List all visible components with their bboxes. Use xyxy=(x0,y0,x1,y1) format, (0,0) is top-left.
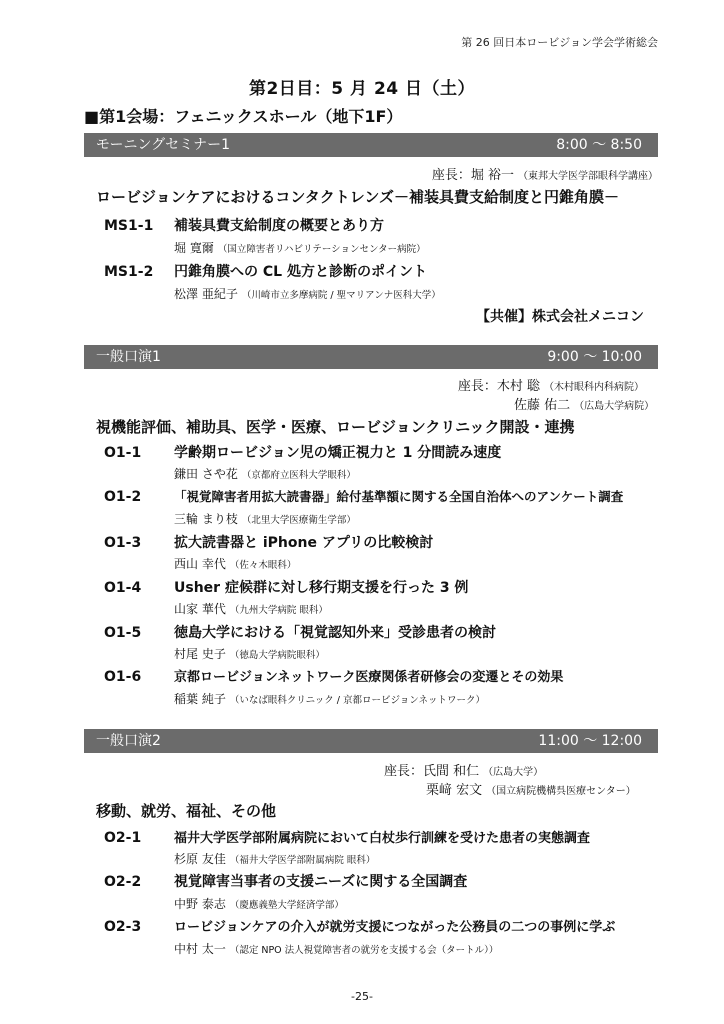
presentation-author xyxy=(174,690,485,707)
running-header: 第 26 回日本ロービジョン学会学術総会 xyxy=(461,36,658,49)
session-time: 8:00 ～ 8:50 xyxy=(556,137,642,153)
presentation-title xyxy=(104,532,433,552)
presentation-author xyxy=(174,895,344,912)
author-affiliation: （認定 NPO 法人視覚障害者の就労を支援する会（タートル）） xyxy=(229,945,499,956)
chair xyxy=(426,779,636,798)
author-name: 堀 寛爾 xyxy=(174,241,214,255)
presentation-title xyxy=(104,827,590,846)
chair-name: 栗﨑 宏文 xyxy=(426,783,483,798)
author-name: 中野 泰志 xyxy=(174,897,226,911)
author-name: 稲葉 純子 xyxy=(174,692,226,706)
presentation-title-text: 福井大学医学部附属病院において白杖歩行訓練を受けた患者の実態調査 xyxy=(174,831,591,846)
chair xyxy=(384,760,543,779)
session-time: 9:00 ～ 10:00 xyxy=(547,349,642,365)
presentation-title-text: ロービジョンケアの介入が就労支援につながった公務員の二つの事例に学ぶ xyxy=(174,920,616,935)
session-theme: 移動、就労、福祉、その他 xyxy=(96,802,277,820)
chair xyxy=(432,164,658,183)
session-theme: ロービジョンケアにおけるコンタクトレンズ－補装具費支給制度と円錐角膜－ xyxy=(96,188,619,206)
presentation-number: MS1-2 xyxy=(104,264,154,280)
presentation-author xyxy=(174,645,325,662)
chair-affiliation: （国立病院機構呉医療センター） xyxy=(486,786,636,797)
presentation-title-text: 拡大読書器と iPhone アプリの比較検討 xyxy=(174,535,434,551)
presentation-author xyxy=(174,850,375,867)
author-name: 村尾 史子 xyxy=(174,647,226,661)
session-theme: 視機能評価、補助具、医学・医療、ロービジョンクリニック開設・連携 xyxy=(96,418,575,436)
session-title: 一般口演1 xyxy=(96,349,161,365)
session-bar-morning-seminar xyxy=(84,133,658,157)
presentation-title xyxy=(104,871,467,891)
author-affiliation: （いなば眼科クリニック / 京都ロービジョンネットワーク） xyxy=(229,695,486,706)
author-affiliation: （佐々木眼科） xyxy=(229,560,297,571)
presentation-title-text: 視覚障害当事者の支援ニーズに関する全国調査 xyxy=(174,874,468,890)
author-name: 中村 太一 xyxy=(174,942,226,956)
author-affiliation: （福井大学医学部附属病院 眼科） xyxy=(229,855,376,866)
author-name: 杉原 友佳 xyxy=(174,852,226,866)
author-affiliation: （北里大学医療衛生学部） xyxy=(241,515,356,526)
presentation-title-text: 徳島大学における「視覚認知外来」受診患者の検討 xyxy=(174,625,496,641)
presentation-author xyxy=(174,555,296,572)
author-name: 山家 華代 xyxy=(174,602,226,616)
author-name: 三輪 まり枝 xyxy=(174,512,238,526)
chair-affiliation: （広島大学病院） xyxy=(574,401,655,412)
chair-name: 佐藤 佑二 xyxy=(514,398,571,413)
page-number: -25- xyxy=(351,990,373,1003)
venue-heading: ■第1会場：フェニックスホール（地下1F） xyxy=(84,107,403,126)
presentation-number: O1-4 xyxy=(104,580,142,596)
day-title: 第2日目：5 月 24 日（土） xyxy=(248,79,476,99)
presentation-number: O1-5 xyxy=(104,625,142,641)
presentation-author xyxy=(174,940,498,957)
chair-affiliation: （木村眼科内科病院） xyxy=(544,382,644,393)
presentation-title-text: 補装具費支給制度の概要とあり方 xyxy=(174,218,384,234)
presentation-title xyxy=(104,666,563,685)
chair-label: 座長： xyxy=(384,764,424,779)
sponsor: 【共催】株式会社メニコン xyxy=(476,309,644,325)
chair-label: 座長： xyxy=(431,168,471,183)
presentation-author xyxy=(174,465,356,482)
author-affiliation: （京都府立医科大学眼科） xyxy=(241,470,356,481)
presentation-number: O1-3 xyxy=(104,535,142,551)
chair xyxy=(458,375,644,394)
author-affiliation: （慶應義塾大学経済学部） xyxy=(229,900,344,911)
presentation-number: O1-2 xyxy=(104,489,142,505)
author-name: 西山 幸代 xyxy=(174,557,226,571)
presentation-title xyxy=(104,487,623,505)
presentation-title-text: 「視覚障害者用拡大読書器」給付基準額に関する全国自治体へのアンケート調査 xyxy=(174,489,624,504)
presentation-title xyxy=(104,261,427,281)
presentation-title-text: 円錐角膜への CL 処方と診断のポイント xyxy=(174,264,427,280)
presentation-number: MS1-1 xyxy=(104,218,154,234)
session-title: 一般口演2 xyxy=(96,733,161,749)
session-time: 11:00 ～ 12:00 xyxy=(538,733,642,749)
author-affiliation: （徳島大学病院眼科） xyxy=(229,650,325,661)
presentation-author xyxy=(174,239,426,256)
presentation-number: O2-2 xyxy=(104,874,142,890)
author-affiliation: （九州大学病院 眼科） xyxy=(229,605,328,616)
chair-affiliation: （東邦大学医学部眼科学講座） xyxy=(518,171,658,182)
author-affiliation: （川崎市立多摩病院 / 聖マリアンナ医科大学） xyxy=(241,290,441,301)
session-bar-oral-2 xyxy=(84,729,658,753)
presentation-title xyxy=(104,916,615,935)
presentation-title xyxy=(104,622,496,642)
author-name: 鎌田 さや花 xyxy=(174,467,238,481)
presentation-title xyxy=(104,577,468,597)
presentation-author xyxy=(174,510,356,527)
chair-name: 氏間 和仁 xyxy=(423,764,480,779)
presentation-number: O1-6 xyxy=(104,669,142,685)
session-bar-oral-1 xyxy=(84,345,658,369)
chair xyxy=(514,394,654,413)
presentation-title-text: 学齢期ロービジョン児の矯正視力と 1 分間読み速度 xyxy=(174,445,502,461)
chair-name: 木村 聡 xyxy=(496,379,540,394)
presentation-author xyxy=(174,285,441,302)
presentation-number: O2-3 xyxy=(104,919,142,935)
presentation-title-text: 京都ロービジョンネットワーク医療関係者研修会の変遷とその効果 xyxy=(174,670,564,685)
presentation-number: O2-1 xyxy=(104,830,142,846)
presentation-title xyxy=(104,442,501,462)
presentation-title xyxy=(104,215,384,235)
chair-name: 堀 裕一 xyxy=(470,168,514,183)
chair-label: 座長： xyxy=(457,379,497,394)
presentation-number: O1-1 xyxy=(104,445,142,461)
author-affiliation: （国立障害者リハビリテーションセンター病院） xyxy=(217,244,426,255)
session-title: モーニングセミナー1 xyxy=(96,137,231,153)
presentation-author xyxy=(174,600,328,617)
chair-affiliation: （広島大学） xyxy=(483,767,544,778)
presentation-title-text: Usher 症候群に対し移行期支援を行った 3 例 xyxy=(174,580,469,596)
author-name: 松澤 亜紀子 xyxy=(174,287,238,301)
